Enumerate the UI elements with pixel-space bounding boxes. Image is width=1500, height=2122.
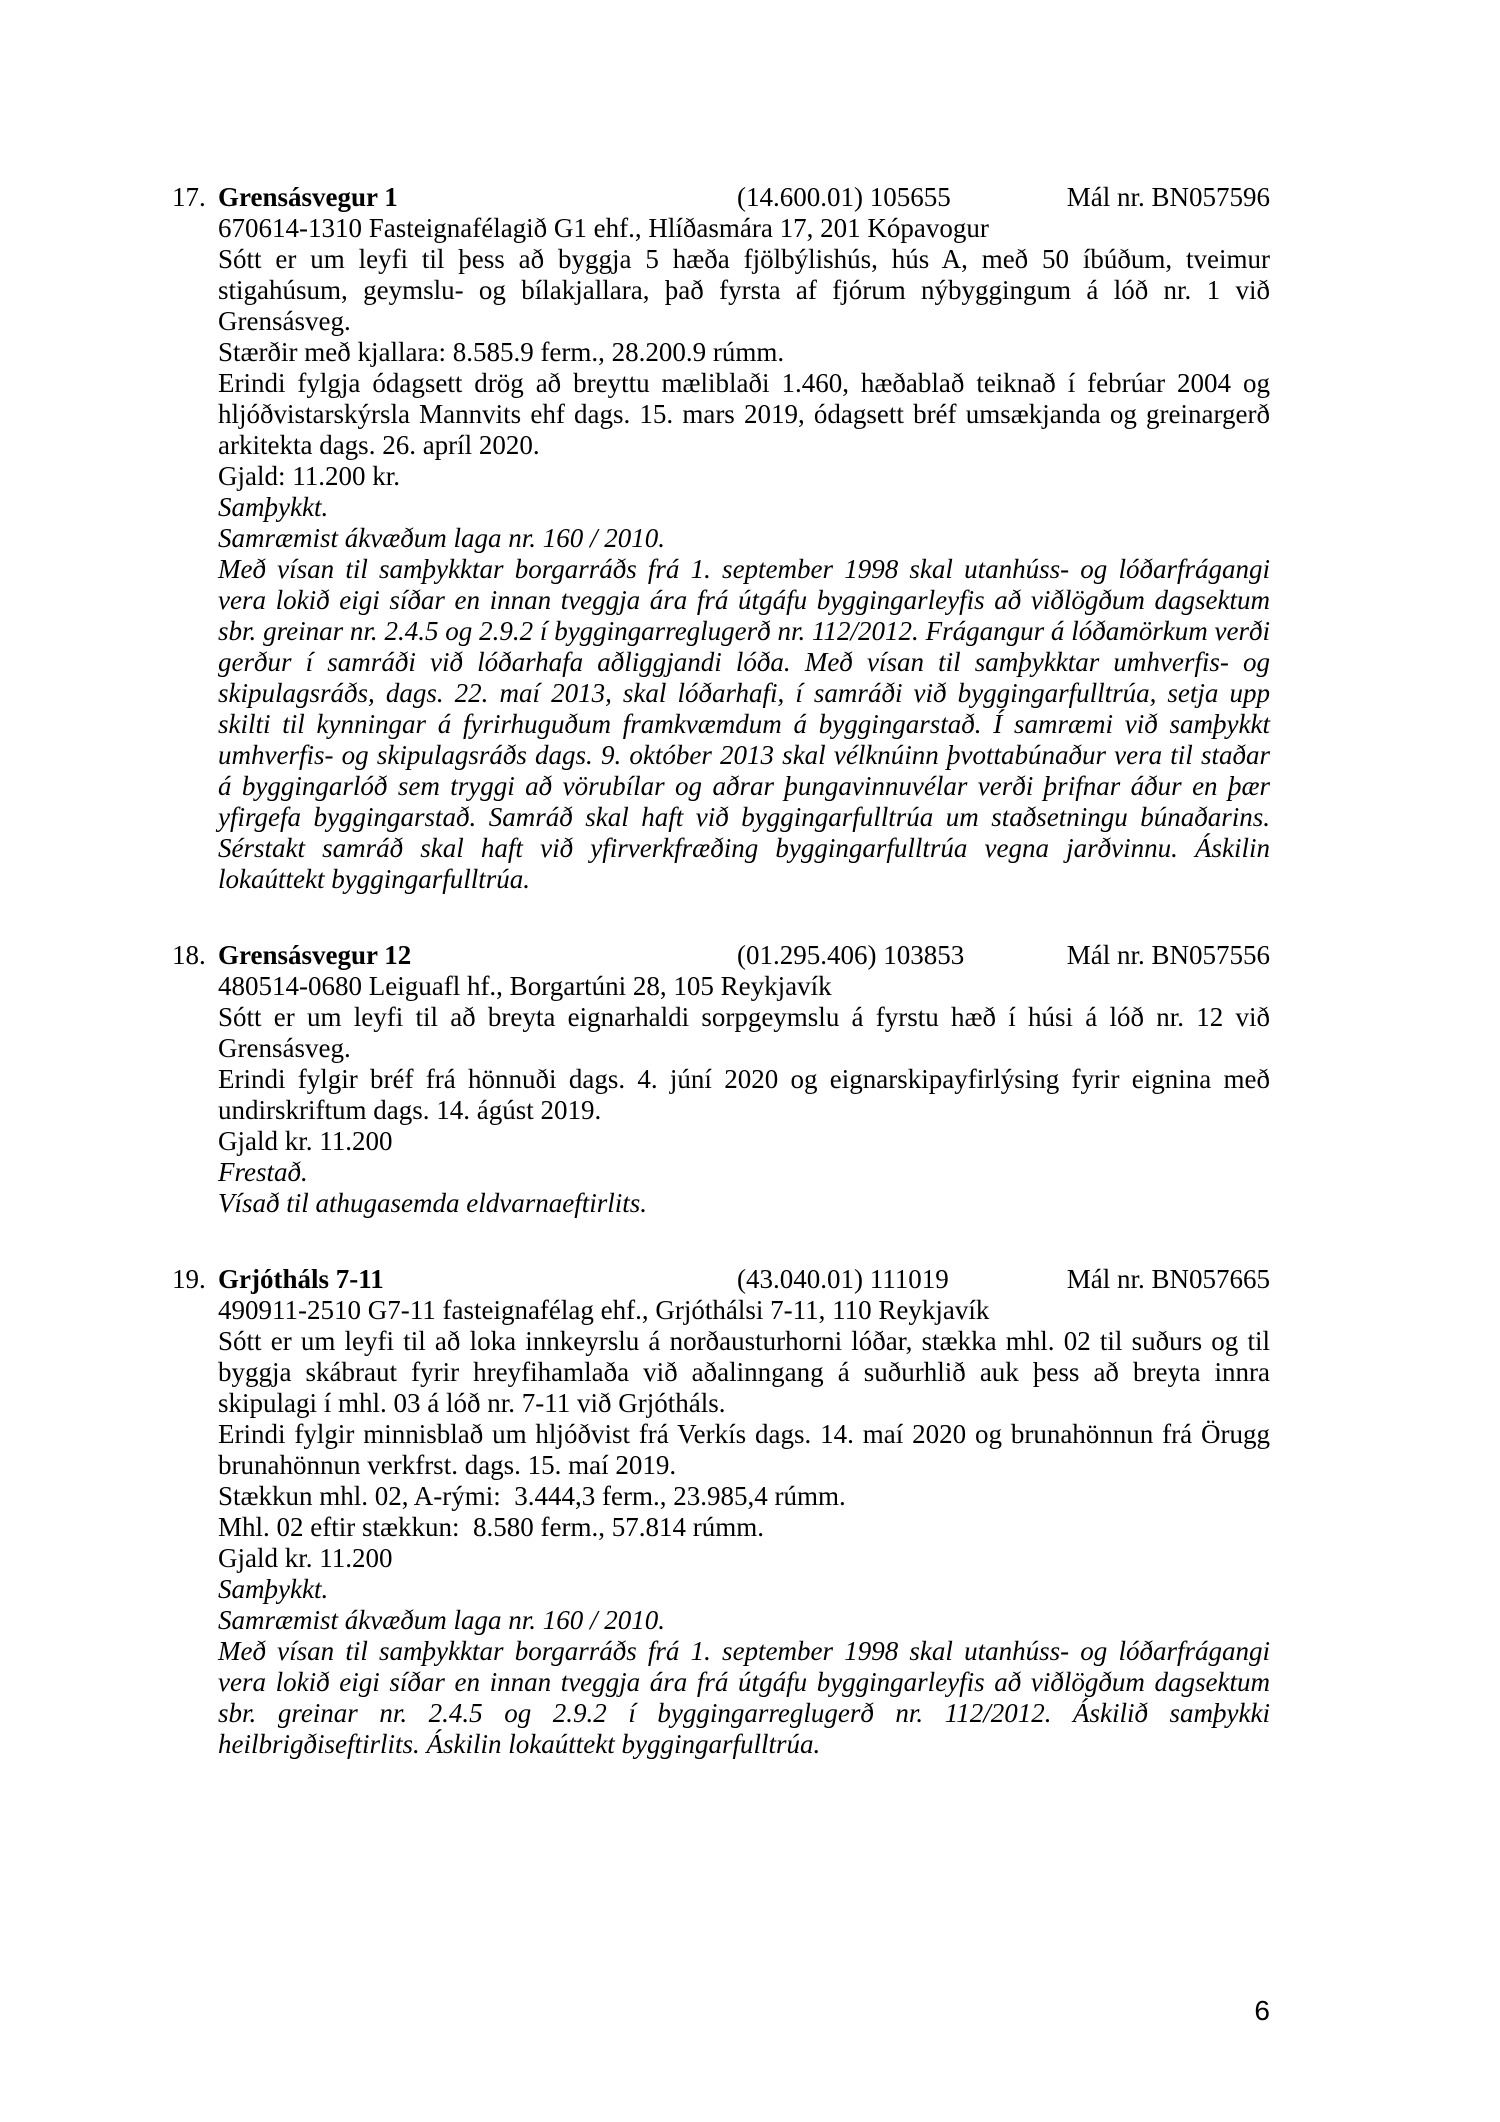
paragraph-extension-sizes: Stækkun mhl. 02, A-rými: 3.444,3 ferm., 23.985,4 rúmm. (218, 1481, 846, 1511)
item-case-number: Mál nr. BN057596 (1066, 182, 1270, 212)
item-owner: 670614-1310 Fasteignafélagið G1 ehf., Hlíðasmára 17, 201 Kópavogur (218, 213, 989, 243)
item-ref-number: (43.040.01) 111019 (737, 1264, 949, 1294)
item-owner: 490911-2510 G7-11 fasteignafélag ehf., Grjóthálsi 7-11, 110 Reykjavík (218, 1295, 990, 1325)
paragraph-fee: Gjald kr. 11.200 (218, 1543, 393, 1573)
agenda-item-19 (172, 1264, 1270, 1760)
agenda-item-18 (172, 940, 1270, 1219)
item-title: Grensásvegur 12 (218, 940, 412, 970)
decision-conditions: Með vísan til samþykktar borgarráðs frá 1. september 1998 skal utanhúss- og lóðarfrágangi vera lokið eigi síðar en innan tveggja ára frá útgáfu byggingarleyfis að viðlögðum dagsektum sbr. greinar nr. 2.4.5 og 2.9.2 í byggingarreglugerð nr. 112/2012. Áskilið samþykki heilbrigðiseftirlits. Áskilin lokaúttekt byggingarfulltrúa. (218, 1636, 1270, 1759)
page-number: 6 (1254, 1995, 1270, 2026)
decision-status: Samþykkt. (218, 1574, 329, 1604)
decision-referral: Vísað til athugasemda eldvarnaeftirlits. (218, 1188, 647, 1218)
agenda-item-17 (172, 182, 1270, 895)
item-title: Grensásvegur 1 (218, 182, 398, 212)
item-case-number: Mál nr. BN057665 (1066, 1264, 1270, 1294)
paragraph-description: Sótt er um leyfi til þess að byggja 5 hæða fjölbýlishús, hús A, með 50 íbúðum, tveimur stigahúsum, geymslu- og bílakjallara, það fyrsta af fjórum nýbyggingum á lóð nr. 1 við Grensásveg. (218, 244, 1270, 336)
paragraph-attachments: Erindi fylgir minnisblað um hljóðvist frá Verkís dags. 14. maí 2020 og brunahönnun frá Örugg brunahönnun verkfrst. dags. 15. maí 2019. (218, 1419, 1270, 1480)
item-header (218, 940, 1270, 971)
minutes-content (172, 182, 1270, 1760)
decision-conditions: Með vísan til samþykktar borgarráðs frá 1. september 1998 skal utanhúss- og lóðarfrágangi vera lokið eigi síðar en innan tveggja ára frá útgáfu byggingarleyfis að viðlögðum dagsektum sbr. greinar nr. 2.4.5 og 2.9.2 í byggingarreglugerð nr. 112/2012. Frágangur á lóðamörkum verði gerður í samráði við lóðarhafa aðliggjandi lóða. Með vísan til samþykktar umhverfis- og skipulagsráðs, dags. 22. maí 2013, skal lóðarhafi, í samráði við byggingarfulltrúa, setja upp skilti til kynningar á fyrirhuguðum framkvæmdum á byggingarstað. Í samræmi við samþykkt umhverfis- og skipulagsráðs dags. 9. október 2013 skal vélknúinn þvottabúnaður vera til staðar á byggingarlóð sem tryggi að vörubílar og aðrar þungavinnuvélar verði þrifnar áður en þær yfirgefa byggingarstað. Samráð skal haft við byggingarfulltrúa um staðsetningu búnaðarins. Sérstakt samráð skal haft við yfirverkfræðing byggingarfulltrúa vegna jarðvinnu. Áskilin lokaúttekt byggingarfulltrúa. (218, 554, 1270, 894)
item-ref-number: (01.295.406) 103853 (737, 940, 965, 970)
item-title: Grjótháls 7-11 (218, 1264, 384, 1294)
paragraph-attachments: Erindi fylgir bréf frá hönnuði dags. 4. júní 2020 og eignarskipayfirlýsing fyrir eignina með undirskriftum dags. 14. ágúst 2019. (218, 1064, 1270, 1125)
item-number: 19. (172, 1264, 206, 1294)
decision-law-reference: Samræmist ákvæðum laga nr. 160 / 2010. (218, 523, 666, 553)
decision-status: Samþykkt. (218, 492, 329, 522)
paragraph-post-extension-sizes: Mhl. 02 eftir stækkun: 8.580 ferm., 57.814 rúmm. (218, 1512, 764, 1542)
item-header (218, 182, 1270, 213)
item-number: 18. (172, 940, 206, 970)
item-header (218, 1264, 1270, 1295)
item-ref-number: (14.600.01) 105655 (737, 182, 951, 212)
paragraph-fee: Gjald kr. 11.200 (218, 1126, 393, 1156)
paragraph-fee: Gjald: 11.200 kr. (218, 461, 400, 491)
page-footer (172, 1995, 1270, 2027)
item-number: 17. (172, 182, 206, 212)
decision-law-reference: Samræmist ákvæðum laga nr. 160 / 2010. (218, 1605, 666, 1635)
decision-status: Frestað. (218, 1157, 308, 1187)
item-owner: 480514-0680 Leiguafl hf., Borgartúni 28, 105 Reykjavík (218, 971, 832, 1001)
paragraph-attachments: Erindi fylgja ódagsett drög að breyttu mæliblaði 1.460, hæðablað teiknað í febrúar 2004 og hljóðvistarskýrsla Mannvits ehf dags. 15. mars 2019, ódagsett bréf umsækjanda og greinargerð arkitekta dags. 26. apríl 2020. (218, 368, 1270, 460)
item-case-number: Mál nr. BN057556 (1066, 940, 1270, 970)
paragraph-description: Sótt er um leyfi til að loka innkeyrslu á norðausturhorni lóðar, stækka mhl. 02 til suðurs og til byggja skábraut fyrir hreyfihamlaða við aðalinngang á suðurhlið auk þess að breyta innra skipulagi í mhl. 03 á lóð nr. 7-11 við Grjótháls. (218, 1326, 1270, 1418)
paragraph-description: Sótt er um leyfi til að breyta eignarhaldi sorpgeymslu á fyrstu hæð í húsi á lóð nr. 12 við Grensásveg. (218, 1002, 1270, 1063)
paragraph-sizes: Stærðir með kjallara: 8.585.9 ferm., 28.200.9 rúmm. (218, 337, 785, 367)
